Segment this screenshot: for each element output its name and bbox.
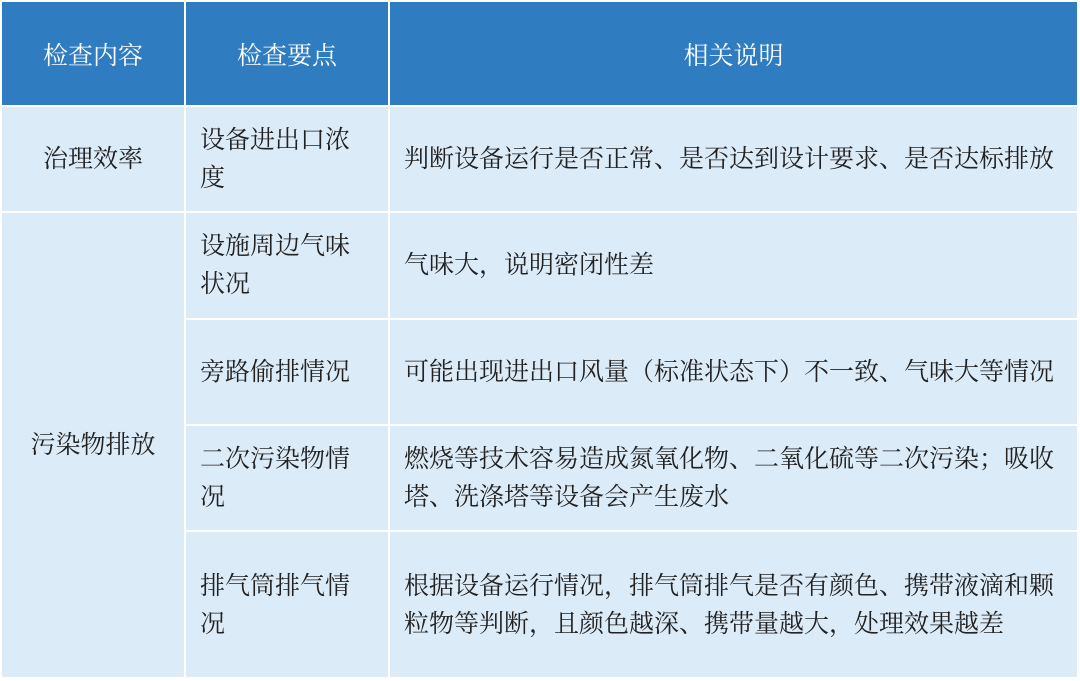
header-description: 相关说明 xyxy=(390,2,1077,107)
cell-point: 排气筒排气情况 xyxy=(186,532,390,679)
cell-point: 设备进出口浓度 xyxy=(186,107,390,213)
inspection-table xyxy=(2,2,1077,679)
table-row xyxy=(2,213,1077,319)
cell-description: 燃烧等技术容易造成氮氧化物、二氧化硫等二次污染；吸收塔、洗涤塔等设备会产生废水 xyxy=(390,426,1077,532)
table-row xyxy=(2,107,1077,213)
header-inspection-content: 检查内容 xyxy=(2,2,186,107)
cell-point: 二次污染物情况 xyxy=(186,426,390,532)
cell-description: 气味大，说明密闭性差 xyxy=(390,213,1077,319)
cell-point: 设施周边气味状况 xyxy=(186,213,390,319)
cell-description: 可能出现进出口风量（标准状态下）不一致、气味大等情况 xyxy=(390,320,1077,426)
cell-description: 判断设备运行是否正常、是否达到设计要求、是否达标排放 xyxy=(390,107,1077,213)
cell-point: 旁路偷排情况 xyxy=(186,320,390,426)
header-inspection-point: 检查要点 xyxy=(186,2,390,107)
cell-content: 治理效率 xyxy=(2,107,186,213)
cell-content: 污染物排放 xyxy=(2,213,186,679)
cell-description: 根据设备运行情况，排气筒排气是否有颜色、携带液滴和颗粒物等判断，且颜色越深、携带量越大，处理效果越差 xyxy=(390,532,1077,679)
inspection-table-container xyxy=(0,2,1080,681)
table-header-row xyxy=(2,2,1077,107)
